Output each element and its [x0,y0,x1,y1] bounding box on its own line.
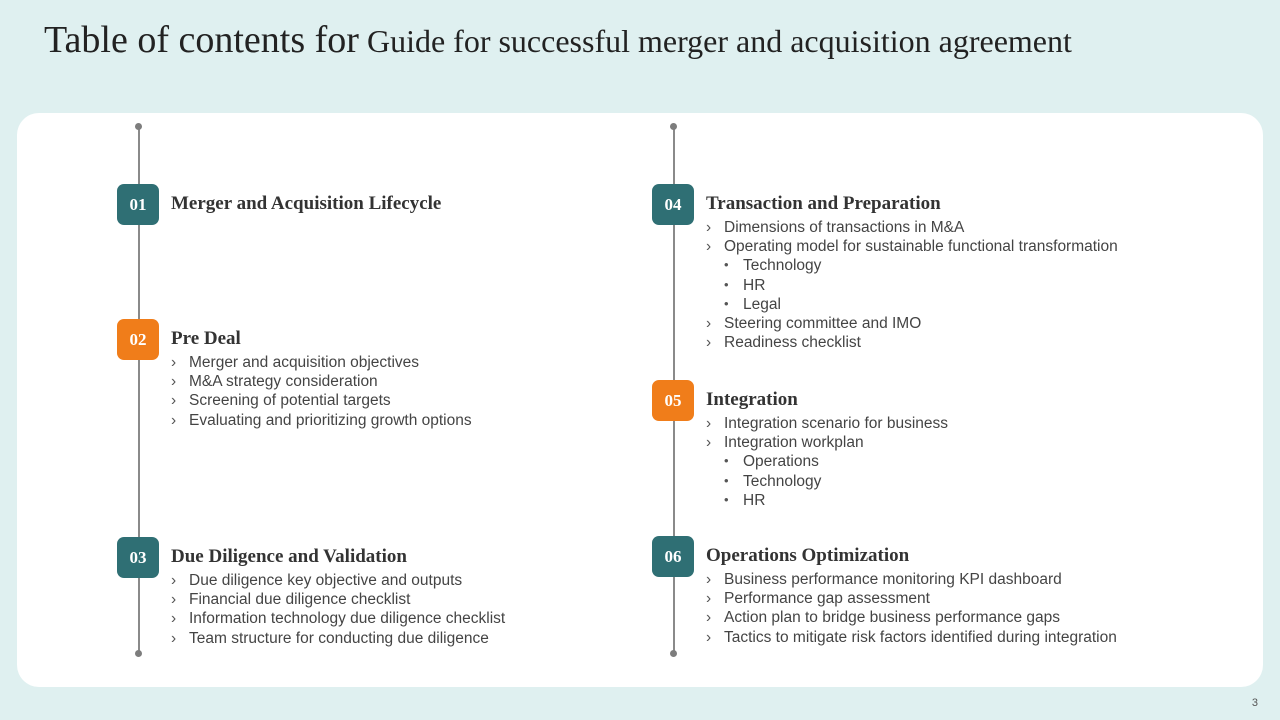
section-heading[interactable]: Due Diligence and Validation [171,546,407,567]
bullet-icon: • [724,276,729,292]
title-main: Guide for successful merger and acquisition agreement [366,23,1072,59]
title-prefix: Table of contents for [44,19,359,61]
toc-item-label: Steering committee and IMO [724,315,922,333]
bullet-icon: • [724,472,729,488]
timeline-right-top-dot [670,123,677,130]
toc-subitem[interactable] [724,295,1118,314]
chevron-right-icon: › [171,572,177,589]
chevron-right-icon: › [706,590,712,608]
chevron-right-icon: › [171,629,177,647]
bullet-icon: • [724,453,729,469]
toc-subitems [706,256,1118,314]
toc-subitem-label: Technology [743,472,822,490]
toc-item[interactable] [706,589,1117,608]
chevron-right-icon: › [706,219,712,236]
chevron-right-icon: › [171,591,177,609]
section-number-badge: 03 [117,537,159,578]
section-number-badge: 02 [117,319,159,360]
chevron-right-icon: › [706,628,712,646]
section-items [706,570,1117,647]
toc-item[interactable] [171,411,472,430]
timeline-right-bottom-dot [670,650,677,657]
toc-subitem[interactable] [724,276,1118,295]
toc-item[interactable] [171,629,505,648]
toc-item-label: Information technology due diligence checklist [189,610,506,628]
toc-item-label: Dimensions of transactions in M&A [724,219,965,236]
toc-item-label: Business performance monitoring KPI dashboard [724,571,1062,588]
toc-subitem[interactable] [724,452,948,471]
toc-item[interactable] [706,570,1117,589]
toc-item-label: Merger and acquisition objectives [189,354,420,371]
toc-item[interactable] [171,590,505,609]
section-items [171,353,472,430]
toc-item-label: Operating model for sustainable functional transformation [724,238,1118,256]
section-items [171,571,505,648]
toc-item-label: M&A strategy consideration [189,373,378,391]
chevron-right-icon: › [706,238,712,256]
chevron-right-icon: › [171,610,177,628]
chevron-right-icon: › [171,392,177,410]
toc-item-label: Integration workplan [724,434,864,452]
toc-subitem[interactable] [724,472,948,491]
section-number-badge: 05 [652,380,694,421]
toc-item[interactable] [171,353,472,372]
toc-item-label: Financial due diligence checklist [189,591,411,609]
toc-item[interactable] [171,372,472,391]
toc-item-label: Performance gap assessment [724,590,930,608]
section-items [706,414,948,510]
toc-item[interactable] [706,414,948,433]
chevron-right-icon: › [706,415,712,432]
toc-item[interactable] [706,218,1118,237]
chevron-right-icon: › [171,373,177,391]
timeline-left-top-dot [135,123,142,130]
toc-item[interactable] [171,391,472,410]
page-title [44,18,1072,64]
toc-subitem-label: Operations [743,453,819,471]
bullet-icon: • [724,295,729,311]
toc-item-label: Screening of potential targets [189,392,391,410]
chevron-right-icon: › [171,411,177,429]
chevron-right-icon: › [706,315,712,333]
page-number: 3 [1251,697,1258,709]
toc-subitem-label: Technology [743,257,822,275]
bullet-icon: • [724,257,729,273]
toc-item-label: Evaluating and prioritizing growth options [189,411,472,429]
toc-item[interactable] [706,608,1117,627]
section-heading[interactable]: Pre Deal [171,328,241,349]
toc-item-label: Tactics to mitigate risk factors identified during integration [724,628,1117,646]
bullet-icon: • [724,491,729,507]
toc-subitems [706,452,948,510]
toc-subitem[interactable] [724,491,948,510]
section-heading[interactable]: Integration [706,389,798,410]
toc-item-label: Due diligence key objective and outputs [189,572,463,589]
chevron-right-icon: › [706,334,712,352]
toc-item[interactable] [706,314,1118,333]
toc-item-label: Readiness checklist [724,334,861,352]
section-heading[interactable]: Operations Optimization [706,545,910,566]
toc-item[interactable] [706,433,948,452]
toc-item[interactable] [706,237,1118,256]
toc-subitem-label: HR [743,491,766,509]
chevron-right-icon: › [706,571,712,588]
section-number-badge: 06 [652,536,694,577]
toc-item-label: Action plan to bridge business performance gaps [724,609,1061,627]
section-heading[interactable]: Merger and Acquisition Lifecycle [171,193,442,214]
chevron-right-icon: › [706,434,712,452]
chevron-right-icon: › [171,354,177,371]
section-items [706,218,1118,352]
toc-subitem-label: HR [743,276,766,294]
toc-subitem[interactable] [724,256,1118,275]
toc-item[interactable] [171,571,505,590]
toc-subitem-label: Legal [743,295,781,313]
toc-item-label: Team structure for conducting due diligence [189,629,489,647]
section-number-badge: 04 [652,184,694,225]
chevron-right-icon: › [706,609,712,627]
toc-item[interactable] [171,609,505,628]
timeline-left-bottom-dot [135,650,142,657]
toc-item[interactable] [706,628,1117,647]
toc-item[interactable] [706,333,1118,352]
section-heading[interactable]: Transaction and Preparation [706,193,941,214]
toc-item-label: Integration scenario for business [724,415,949,432]
section-number-badge: 01 [117,184,159,225]
